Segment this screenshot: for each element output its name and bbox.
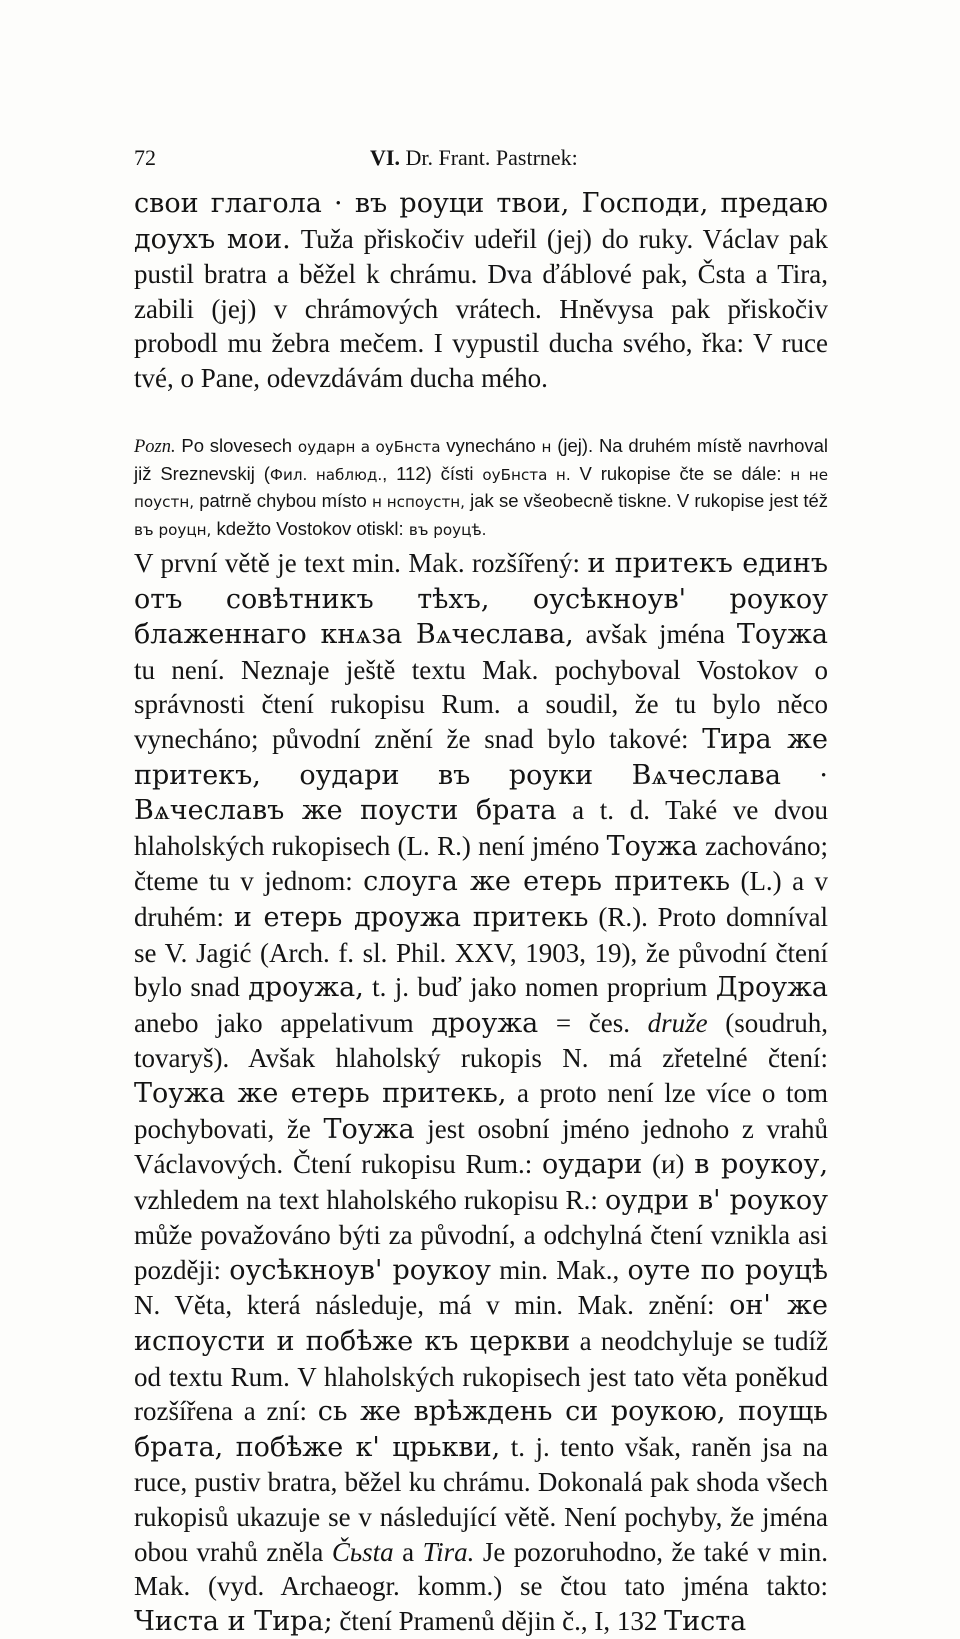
- running-head: [370, 145, 578, 171]
- cyrillic-term: оударн а оуБнста: [297, 438, 441, 456]
- italic-term: druže: [647, 1007, 708, 1038]
- body-text: tu není. Neznaje ještě textu Mak. pochyboval Vostokov o správnosti čtení rukopisu Rum. a soudil, že tu bylo něco vynecháno; původní znění že snad bylo takové:: [134, 654, 828, 754]
- cyrillic-term: Тоужа: [323, 1113, 415, 1145]
- note-text: V rukopise čte se dále:: [579, 462, 782, 484]
- cyrillic-term: Фил. наблюд.: [269, 465, 383, 484]
- cyrillic-term: н: [541, 438, 552, 456]
- body-text: t. j. tento však, raněn jsa na ruce, pustiv bratra, běžel ku chrámu. Dokonalá pak shoda všech rukopisů ukazuje se v následující větě. Není pochyby, že jména obou vrahů zněla: [134, 1431, 829, 1567]
- body-text: čtení Pramenů dějin č., I, 132: [339, 1605, 658, 1636]
- body-text: (soudruh, tovaryš). Avšak hlaholský rukopis N. má zřetelné čtení:: [134, 1007, 828, 1074]
- body-text: (L.) a v druhém:: [134, 866, 829, 932]
- cyrillic-term: н не поустн,: [134, 465, 829, 511]
- body-text: a neodchyluje se tudíž od textu Rum. V hlaholských rukopisech jest tato věta poněkud rozšířena a zní:: [134, 1326, 828, 1427]
- note-text: kdežto Vostokov otiskl:: [216, 517, 404, 539]
- cyrillic-term: Тиста: [664, 1605, 747, 1637]
- cyrillic-term: Тоужа же етерь притекь,: [134, 1077, 507, 1109]
- cyrillic-term: Дроужа: [715, 972, 829, 1004]
- note-text: Po slovesech: [181, 435, 293, 456]
- body-paragraph-1: [134, 186, 828, 396]
- body-text: (R.). Proto domníval se V. Jagić (Arch. f. sl. Phil. XXV, 1903, 19), že původní čtení bylo snad: [134, 901, 828, 1003]
- note-text: patrně chybou místo: [199, 490, 367, 511]
- cyrillic-term: оудари: [542, 1149, 643, 1181]
- czech-translation: Tuža přiskočiv udeřil (jej) do ruky. Václav pak pustil bratra a běžel k chrámu. Dva ďáblové pak, Čsta a Tira, zabili (jej) v chrámových vrátech. Hněvysa pak přiskočiv probodl mu žebra mečem. I vypustil ducha svého, řka: V ruce tvé, o Pane, odevzdávám ducha mého.: [134, 223, 828, 393]
- note-text: , 112) čísti: [382, 462, 474, 484]
- body-text: = čes.: [555, 1007, 630, 1038]
- cyrillic-term: оусѣкноув' роукоу: [229, 1254, 491, 1286]
- note-label: Pozn.: [134, 437, 176, 457]
- cyrillic-term: в роукоу,: [694, 1149, 829, 1181]
- body-text: N. Věta, která následuje, má v min. Mak. znění:: [134, 1290, 715, 1321]
- body-text: a: [402, 1536, 415, 1567]
- cyrillic-term: Тоужа: [736, 619, 829, 651]
- body-text: vzhledem na text hlaholského rukopisu R.:: [134, 1184, 598, 1215]
- cyrillic-term: слоуга же етерь притекь: [363, 866, 731, 898]
- cyrillic-term: Чиста и Тира;: [134, 1605, 333, 1637]
- cyrillic-term: он' же испоусти и побѣже къ церкви: [134, 1290, 828, 1358]
- page-number: 72: [134, 145, 156, 170]
- running-head-part: VI.: [370, 145, 400, 170]
- italic-term: Tira.: [422, 1536, 475, 1567]
- cyrillic-term: въ роуцн,: [134, 520, 212, 539]
- cyrillic-term: Тоужа: [606, 830, 698, 862]
- cyrillic-term: и притекъ единъ отъ совѣтникъ тѣхъ, оусѣкноув' роукоу блаженнаго кнѧза Вѧчеслава,: [134, 548, 828, 651]
- note-text: (jej). Na druhém místě navrhoval již Sreznevskij (: [134, 435, 829, 484]
- cyrillic-term: дроужа: [431, 1007, 539, 1039]
- body-text: a t. d. Také ve dvou hlaholských rukopisech (L. R.) není jméno: [134, 795, 828, 861]
- body-text: jest osobní jméno jednoho z vrahů Václavových. Čtení rukopisu Rum.:: [134, 1113, 829, 1180]
- footnote: [134, 433, 828, 543]
- body-text: min. Mak.,: [499, 1254, 620, 1285]
- church-slavonic-quote: свои глагола · въ роуци твои, Господи, предаю доухъ мои.: [134, 188, 828, 255]
- body-text: zachováno; čteme tu v jednom:: [134, 830, 828, 897]
- cyrillic-term: сь же врѣждень си роукою, поущь брата, побѣже к' црькви,: [134, 1396, 829, 1463]
- cyrillic-term: оуБнста н.: [482, 465, 571, 484]
- body-text: V první větě je text min. Mak. rozšířený:: [134, 548, 580, 578]
- body-text: (и): [651, 1149, 685, 1180]
- cyrillic-term: и етерь дроужа притекь: [233, 901, 589, 933]
- running-head-author: Dr. Frant. Pastrnek:: [405, 145, 578, 170]
- body-text: a proto není lze více o tom pochybovati, že: [134, 1077, 829, 1144]
- body-paragraph-2: [134, 546, 828, 1639]
- cyrillic-term: въ роуцѣ.: [408, 520, 487, 539]
- cyrillic-term: оудри в' роукоу: [604, 1184, 829, 1216]
- cyrillic-term: оуте по роуцѣ: [627, 1254, 828, 1286]
- body-text: Je pozoruhodno, že také v min. Mak. (vyd. Archaeogr. komm.) se čtou tato jména takto:: [134, 1536, 829, 1602]
- cyrillic-term: дроужа,: [248, 972, 364, 1004]
- note-text: vynecháno: [446, 435, 536, 456]
- cyrillic-term: Тира же притекъ, оудари въ роуки Вѧчеслава · Вѧчеславъ же поусти брата: [134, 723, 828, 827]
- body-text: anebo jako appelativum: [134, 1007, 414, 1038]
- italic-term: Čьsta: [331, 1536, 394, 1567]
- page-header: [134, 145, 826, 175]
- body-text: t. j. buď jako nomen proprium: [372, 972, 708, 1003]
- note-text: jak se všeobecně tiskne. V rukopise jest též: [470, 490, 829, 511]
- cyrillic-term: н нспоустн,: [371, 493, 465, 511]
- body-text: avšak jména: [585, 619, 726, 650]
- body-text: může považováno býti za původní, a odchylná čtení vznikla asi později:: [134, 1220, 828, 1285]
